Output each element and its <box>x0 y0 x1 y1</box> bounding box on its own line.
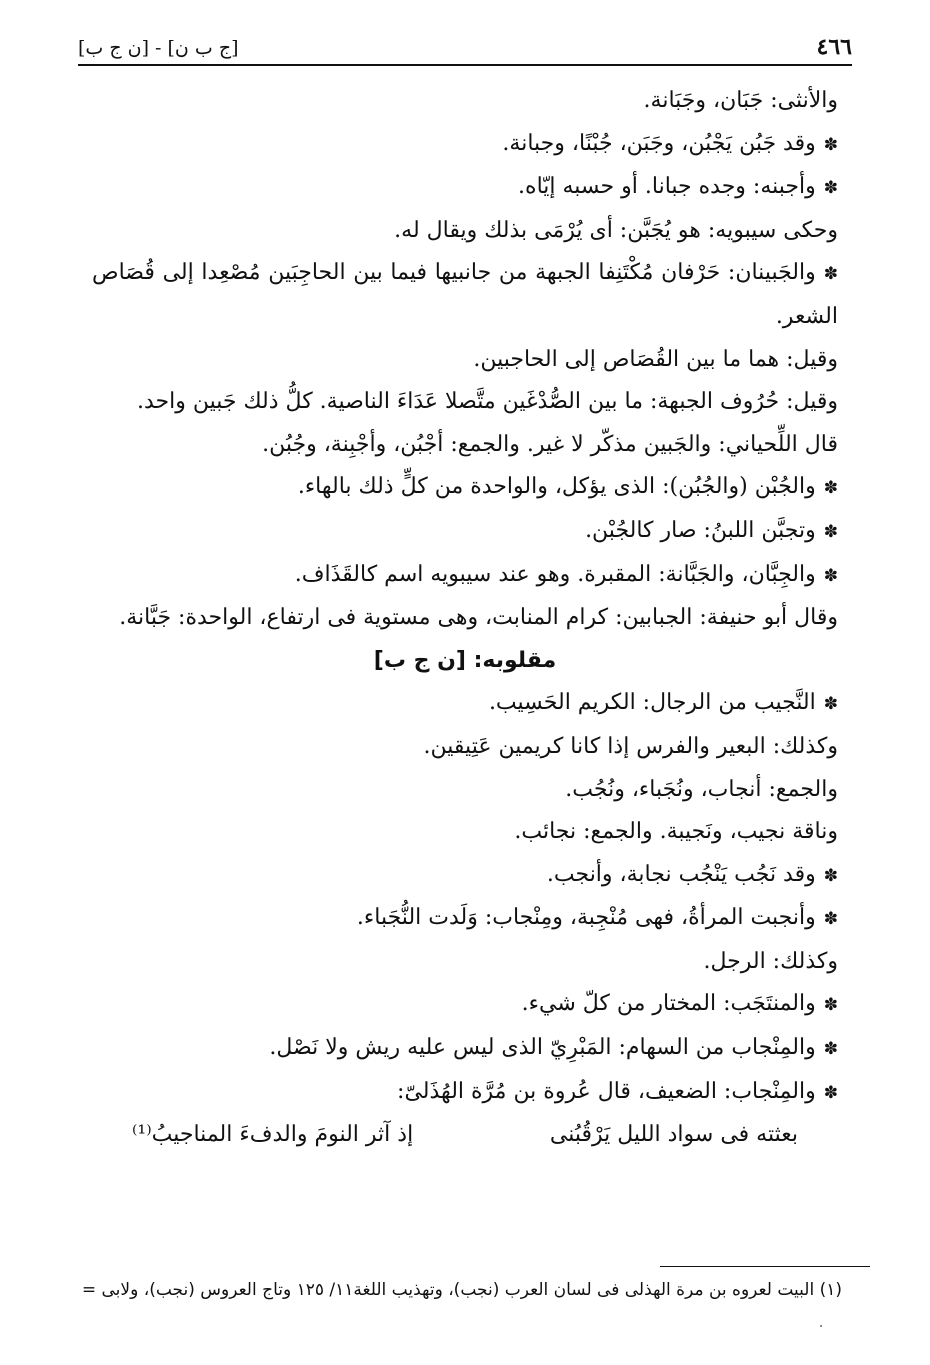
line-text: قال اللِّحياني: والجَبين مذكّر لا غير. والجمع: أجْبُن، وأجْبِنة، وجُبُن. <box>262 431 838 457</box>
line-text: وحكى سيبويه: هو يُجَبَّن: أى يُرْمَى بذلك ويقال له. <box>394 217 838 243</box>
asterisk-icon: ✽ <box>823 995 838 1016</box>
line-text: والجمع: أنجاب، ونُجَباء، ونُجُب. <box>565 776 838 802</box>
entry-lines <box>92 80 838 640</box>
text-line <box>92 1027 838 1071</box>
text-line <box>92 554 838 598</box>
asterisk-icon: ✽ <box>823 565 838 586</box>
asterisk-icon: ✽ <box>823 909 838 930</box>
line-text: والجِبَّان، والجَبَّانة: المقبرة. وهو عند سيبويه اسم كالقَذَاف. <box>294 561 816 587</box>
verse-first-hemistich: بعثته فى سواد الليل يَرْقُبُنى <box>549 1122 798 1148</box>
text-line <box>92 897 838 941</box>
text-line <box>92 983 838 1027</box>
asterisk-icon: ✽ <box>823 178 838 199</box>
verse-second-hemistich: إذ آثر النومَ والدفءَ المناجيبُ⁽¹⁾ <box>132 1122 414 1148</box>
speck <box>820 1325 822 1327</box>
running-head: [ج ب ن] - [ن ج ب] <box>78 37 239 59</box>
text-line <box>92 854 838 898</box>
text-line <box>92 726 838 769</box>
line-text: وكذلك: البعير والفرس إذا كانا كريمين عَتِيقين. <box>423 733 838 759</box>
line-text: وقال أبو حنيفة: الجبابين: كرام المنابت، وهى مستوية فى ارتفاع، الواحدة: جَبَّانة. <box>119 605 838 631</box>
line-text: النَّجيب من الرجال: الكريم الحَسِيب. <box>488 690 816 716</box>
asterisk-icon: ✽ <box>823 1039 838 1060</box>
text-line <box>92 1071 838 1115</box>
line-text: وقيل: حُرُوف الجبهة: ما بين الصُّدْغَين متَّصلا عَدَاءَ الناصية. كلُّ ذلك جَبين واحد. <box>137 389 838 415</box>
line-text: وأنجبت المرأةُ، فهى مُنْجِبة، ومِنْجاب: وَلَدت النُّجَباء. <box>356 905 816 931</box>
line-text: والجَبينان: حَرْفان مُكْتَنِفا الجبهة من جانبيها فيما بين الحاجِبَين مُصْعِدا إلى قُصَاص الشعر. <box>92 260 838 329</box>
line-text: وقيل: هما ما بين القُصَاص إلى الحاجبين. <box>473 346 838 372</box>
asterisk-icon: ✽ <box>823 478 838 499</box>
line-text: وتجبَّن اللبنُ: صار كالجُبْن. <box>585 517 816 543</box>
line-text: وقد جَبُن يَجْبُن، وجَبَن، جُبْنًا، وجبانة. <box>502 130 816 156</box>
line-text: وكذلك: الرجل. <box>703 948 838 974</box>
page-body <box>92 80 838 1157</box>
line-text: وقد نَجُب يَنْجُب نجابة، وأنجب. <box>546 861 816 887</box>
text-line <box>92 80 838 123</box>
text-line <box>92 769 838 812</box>
footnote-separator <box>660 1266 870 1267</box>
asterisk-icon: ✽ <box>823 521 838 542</box>
line-text: والجُبْن (والجُبُن): الذى يؤكل، والواحدة من كلٍّ ذلك بالهاء. <box>297 474 816 500</box>
text-line <box>92 466 838 510</box>
asterisk-icon: ✽ <box>823 865 838 886</box>
text-line <box>92 381 838 424</box>
text-line <box>92 941 838 984</box>
section-heading: مقلوبه: [ن ج ب] <box>373 647 557 673</box>
text-line <box>92 339 838 382</box>
entry-lines-2 <box>92 682 838 1114</box>
asterisk-icon: ✽ <box>823 1082 838 1103</box>
footnote: (١) البيت لعروه بن مرة الهذلى فى لسان العرب (نجب)، وتهذيب اللغة١١/ ١٢٥ وتاج العروس (نجب)، ولابى = <box>81 1280 842 1300</box>
line-text: والمِنْجاب: الضعيف، قال عُروة بن مُرَّة الهُذَلىّ: <box>397 1078 816 1104</box>
line-text: وأجبنه: وجده جبانا. أو حسبه إيّاه. <box>518 174 816 200</box>
text-line <box>92 252 838 338</box>
page-header <box>78 30 852 66</box>
text-line <box>92 597 838 640</box>
text-line <box>92 811 838 854</box>
text-line <box>92 424 838 467</box>
text-line <box>92 166 838 210</box>
asterisk-icon: ✽ <box>823 694 838 715</box>
line-text: والمنتَجَب: المختار من كلّ شيء. <box>521 991 816 1017</box>
line-text: والمِنْجاب من السهام: المَبْرِيّ الذى ليس عليه ريش ولا نَصْل. <box>269 1035 816 1061</box>
text-line <box>92 123 838 167</box>
line-text: وناقة نجيب، ونَجيبة. والجمع: نجائب. <box>514 819 838 845</box>
line-text: والأنثى: جَبَان، وجَبَانة. <box>643 88 838 113</box>
text-line <box>92 510 838 554</box>
poetry-verse <box>92 1114 838 1157</box>
text-line <box>92 682 838 726</box>
page-number: ٤٦٦ <box>816 34 852 60</box>
text-line <box>92 210 838 253</box>
asterisk-icon: ✽ <box>823 264 838 285</box>
asterisk-icon: ✽ <box>823 134 838 155</box>
